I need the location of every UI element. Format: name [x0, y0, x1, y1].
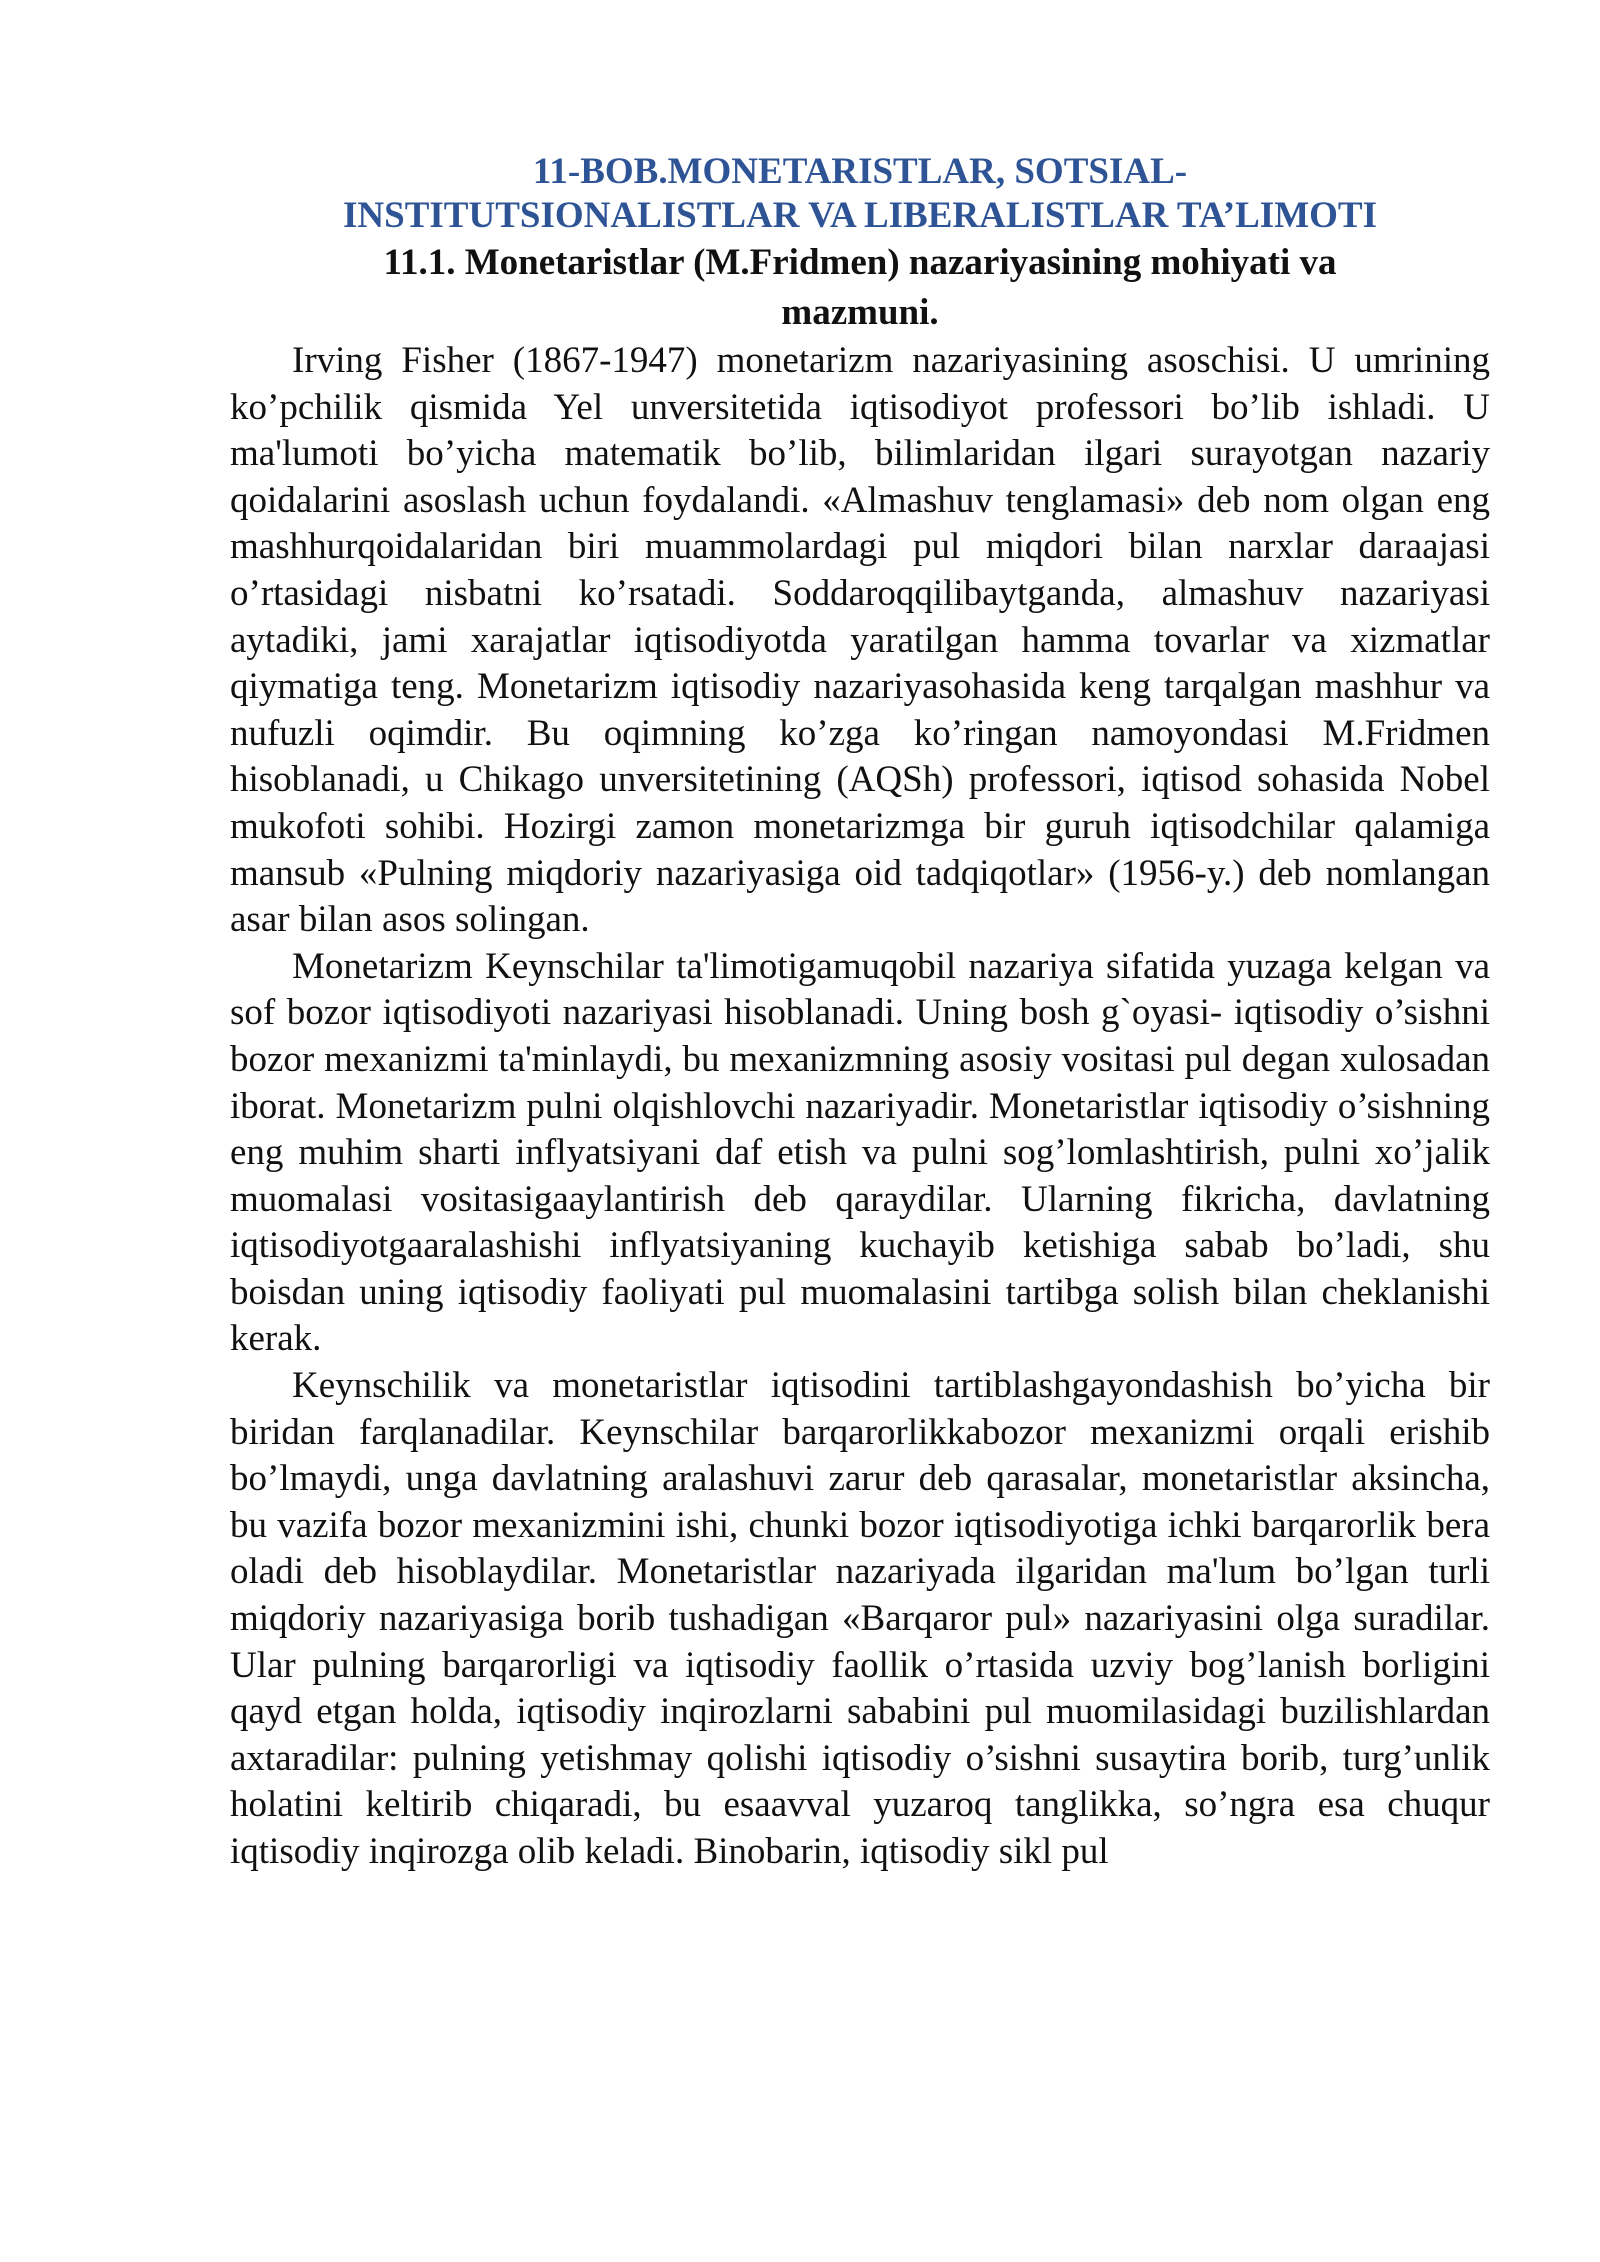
chapter-title-line-1: 11-BOB.MONETARISTLAR, SOTSIAL- — [532, 151, 1188, 192]
section-title — [230, 238, 1490, 338]
body-paragraph-2: Monetarizm Keynschilar ta'limotigamuqobil nazariya sifatida yuzaga kelgan va sof bozor iqtisodiyoti nazariyasi hisoblanadi. Uning bosh g`oyasi- iqtisodiy o’sishni bozor mexanizmi ta'minlaydi, bu mexanizmning asosiy vositasi pul degan xulosadan iborat. Monetarizm pulni olqishlovchi nazariyadir. Monetaristlar iqtisodiy o’sishning eng muhim sharti inflyatsiyani daf etish va pulni sog’lomlashtirish, pulni xo’jalik muomalasi vositasigaaylantirish deb qaraydilar. Ularning fikricha, davlatning iqtisodiyotgaaralashishi inflyatsiyaning kuchayib ketishiga sabab bo’ladi, shu boisdan uning iqtisodiy faoliyati pul muomalasini tartibga solish bilan cheklanishi kerak. — [230, 945, 1490, 1360]
body-paragraph-1: Irving Fisher (1867-1947) monetarizm nazariyasining asoschisi. U umrining ko’pchilik qismida Yel unversitetida iqtisodiyot professori bo’lib ishladi. U ma'lumoti bo’yicha matematik bo’lib, bilimlaridan ilgari surayotgan nazariy qoidalarini asoslash uchun foydalandi. «Almashuv tenglamasi» deb nom olgan eng mashhurqoidalaridan biri muammolardagi pul miqdori bilan narxlar daraajasi o’rtasidagi nisbatni ko’rsatadi. Soddaroqqilibaytganda, almashuv nazariyasi aytadiki, jami xarajatlar iqtisodiyotda yaratilgan hamma tovarlar va xizmatlar qiymatiga teng. Monetarizm iqtisodiy nazariyasohasida keng tarqalgan mashhur va nufuzli oqimdir. Bu oqimning ko’zga ko’ringan namoyondasi M.Fridmen hisoblanadi, u Chikago unversitetining (AQSh) professori, iqtisod sohasida Nobel mukofoti sohibi. Hozirgi zamon monetarizmga bir guruh iqtisodchilar qalamiga mansub «Pulning miqdoriy nazariyasiga oid tadqiqotlar» (1956-y.) deb nomlangan asar bilan asos solingan. — [230, 340, 1490, 941]
body-paragraph-3: Keynschilik va monetaristlar iqtisodini tartiblashgayondashish bo’yicha bir biridan farqlanadilar. Keynschilar barqarorlikkabozor mexanizmi orqali erishib bo’lmaydi, unga davlatning aralashuvi zarur deb qarasalar, monetaristlar aksincha, bu vazifa bozor mexanizmini ishi, chunki bozor iqtisodiyotiga ichki barqarorlik bera oladi deb hisoblaydilar. Monetaristlar nazariyada ilgaridan ma'lum bo’lgan turli miqdoriy nazariyasiga borib tushadigan «Barqaror pul» nazariyasini olga suradilar. Ular pulning barqarorligi va iqtisodiy faollik o’rtasida uzviy bog’lanish borligini qayd etgan holda, iqtisodiy inqirozlarni sababini pul muomilasidagi buzilishlardan axtaradilar: pulning yetishmay qolishi iqtisodiy o’sishni susaytira borib, turg’unlik holatini keltirib chiqaradi, bu esaavval yuzaroq tanglikka, so’ngra esa chuqur iqtisodiy inqirozga olib keladi. Binobarin, iqtisodiy sikl pul — [230, 1365, 1490, 1872]
section-title-line-1: 11.1. Monetaristlar (M.Fridmen) nazariyasining mohiyati va — [383, 242, 1337, 283]
section-title-line-2: mazmuni. — [781, 292, 939, 333]
chapter-title — [230, 150, 1490, 238]
page-content — [230, 150, 1490, 1876]
chapter-title-line-2: INSTITUTSIONALISTLAR VA LIBERALISTLAR TA’LIMOTI — [343, 195, 1377, 236]
